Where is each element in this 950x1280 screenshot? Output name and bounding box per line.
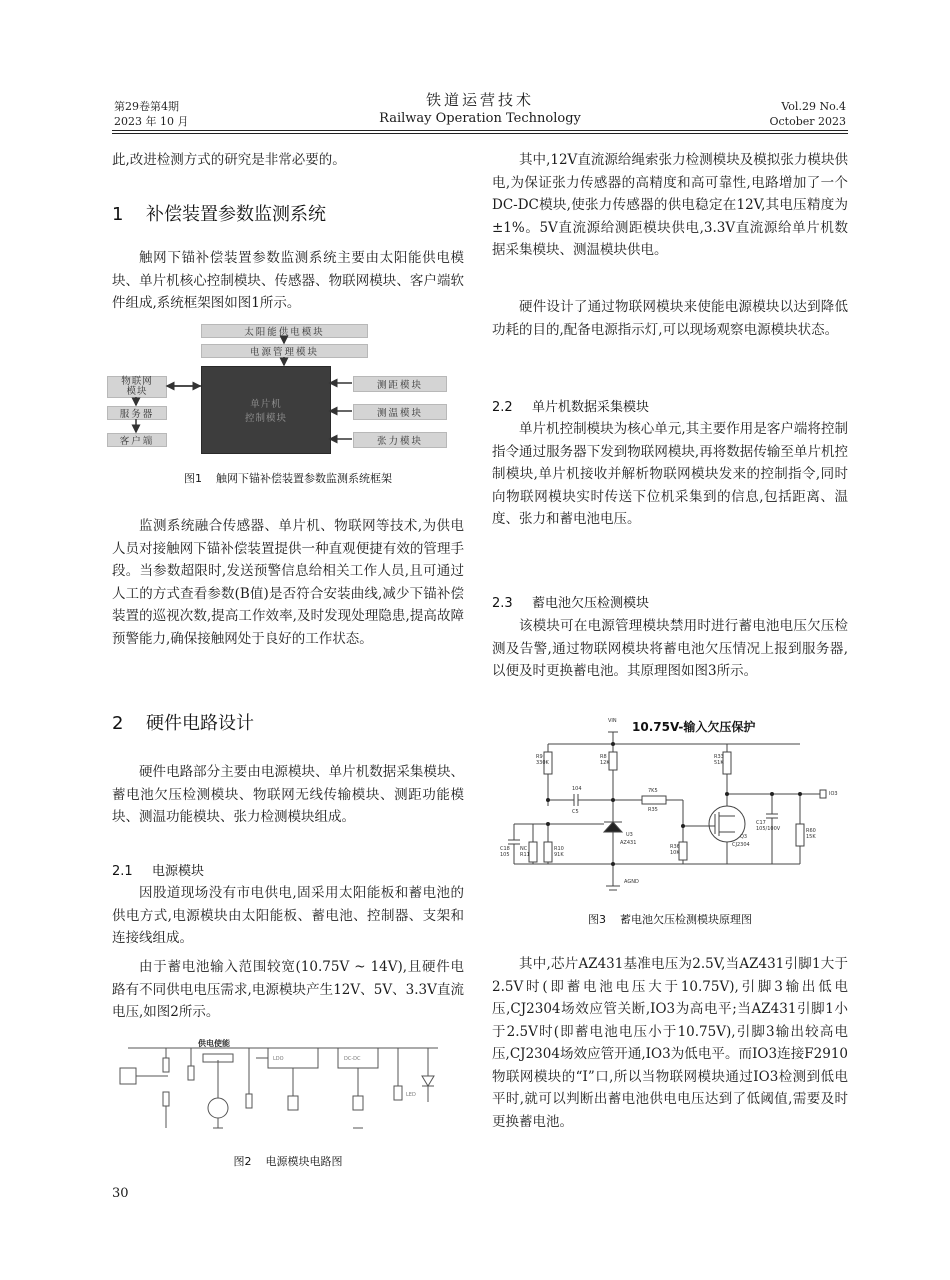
r35-label: R35 <box>648 807 658 813</box>
figure-3-schematic <box>500 714 840 894</box>
q3-label: Q3 <box>740 834 748 840</box>
journal-title-en: Railway Operation Technology <box>379 111 581 126</box>
figure-1-arrows <box>104 324 460 452</box>
client-box: 客户端 <box>107 433 167 447</box>
section-2-1-paragraph-2: 由于蓄电池输入范围较宽(10.75V ~ 14V),且硬件电路有不同供电电压需求,电源模块产生12V、5V、3.3V直流电压,如图2所示。 <box>112 959 464 1020</box>
section-2-3-paragraph: 该模块可在电源管理模块禁用时进行蓄电池电压欠压检测及告警,通过物联网模块将蓄电池欠压情况上报到服务器,以便及时更换蓄电池。其原理图如图3所示。 <box>492 618 848 679</box>
fig3-title: 10.75V-输入欠压保护 <box>632 720 756 734</box>
u3-part: AZ431 <box>620 840 637 846</box>
intro-paragraph: 此,改进检测方式的研究是非常必要的。 <box>112 152 346 168</box>
journal-volume: 第29卷第4期 <box>114 100 179 113</box>
section-1-paragraph-2: 监测系统融合传感器、单片机、物联网等技术,为供电人员对接触网下锚补偿装置提供一种直观便捷有效的管理手段。当参数超限时,发送预警信息给相关工作人员,且可通过人工的方式查看参数(B值)是否符合安装曲线,减少下锚补偿装置的巡视次数,提高工作效率,及时发现处理隐患,提高故障预警能力,确保接触网处于良好的工作状态。 <box>112 518 464 647</box>
section-1-paragraph-1: 触网下锚补偿装置参数监测系统主要由太阳能供电模块、单片机核心控制模块、传感器、物联网模块、客户端软件组成,系统框架图如图1所示。 <box>112 250 464 311</box>
power-module-box: 电源管理模块 <box>201 344 368 358</box>
r10-label: R10 91K <box>554 846 564 858</box>
power-circuit-drawing <box>108 1036 448 1142</box>
section-2-3-heading: 2.3 蓄电池欠压检测模块 <box>492 596 650 611</box>
journal-volume-en: Vol.29 No.4 <box>781 100 846 113</box>
temperature-module-box: 测温模块 <box>353 404 447 420</box>
distance-module-box: 测距模块 <box>353 376 447 392</box>
right-paragraph-3: 其中,芯片AZ431基准电压为2.5V,当AZ431引脚1大于2.5V时(即蓄电池电压大于10.75V),引脚3输出低电压,CJ2304场效应管关断,IO3为高电平;当AZ431引脚1小于2.5V时(即蓄电池电压小于10.75V),引脚3输出较高电压,CJ2304场效应管开通,IO3为低电平。而IO3连接F2910物联网模块的“I”口,所以当物联网模块通过IO3检测到低电平时,就可以判断出蓄电池供电电压达到了低阈值,需要及时更换蓄电池。 <box>492 956 848 1130</box>
power-enable-label: 供电使能 <box>198 1039 230 1048</box>
server-box: 服务器 <box>107 406 167 420</box>
c18-label: C18 105 <box>500 846 510 858</box>
tension-module-box: 张力模块 <box>353 432 447 448</box>
r60-label: R60 15K <box>806 828 816 840</box>
q3-part: CJ2304 <box>732 842 750 848</box>
r11-label: NC R11 <box>520 846 530 858</box>
figure-3-caption: 图3 蓄电池欠压检测模块原理图 <box>588 913 752 926</box>
section-2-1-paragraph-1: 因股道现场没有市电供电,固采用太阳能板和蓄电池的供电方式,电源模块由太阳能板、蓄电池、控制器、支架和连接线组成。 <box>112 885 464 946</box>
figure-1-caption: 图1 触网下锚补偿装置参数监测系统框架 <box>184 472 392 485</box>
r33-label: R33 51K <box>714 754 724 766</box>
section-2-2-heading: 2.2 单片机数据采集模块 <box>492 400 650 415</box>
header-rule <box>112 130 848 131</box>
undervoltage-circuit-drawing <box>500 714 840 894</box>
right-paragraph-1: 其中,12V直流源给绳索张力检测模块及模拟张力模块供电,为保证张力传感器的高精度和高可靠性,电路增加了一个DC-DC模块,使张力传感器的供电稳定在12V,其电压精度为±1%。5V直流源给测距模块供电,3.3V直流源给单片机数据采集模块、测温模块供电。 <box>492 152 848 258</box>
svg-text:LED: LED <box>406 1092 416 1098</box>
section-2-2-paragraph: 单片机控制模块为核心单元,其主要作用是客户端将控制指令通过服务器下发到物联网模块,再将数据传输至单片机控制模块,单片机接收并解析物联网模块发来的控制指令,同时向物联网模块实时传送下位机采集到的信息,包括距离、温度、张力和蓄电池电压。 <box>492 421 848 527</box>
figure-1-diagram <box>104 324 460 452</box>
r36-label: R36 10K <box>670 844 680 856</box>
journal-title-cn: 铁道运营技术 <box>425 91 534 109</box>
section-2-paragraph-1: 硬件电路部分主要由电源模块、单片机数据采集模块、蓄电池欠压检测模块、物联网无线传输模块、测距功能模块、测温功能模块、张力检测模块组成。 <box>112 764 464 825</box>
section-2-heading: 2 硬件电路设计 <box>112 713 254 734</box>
u3-label: U3 <box>626 832 633 838</box>
header-rule-2 <box>112 133 848 134</box>
journal-date-en: October 2023 <box>769 115 846 128</box>
figure-2-caption: 图2 电源模块电路图 <box>233 1155 343 1168</box>
svg-text:LDO: LDO <box>273 1056 284 1062</box>
c5-value: 104 <box>572 786 582 792</box>
journal-date: 2023 年 10 月 <box>114 115 189 128</box>
io3-label: IO3 <box>829 791 838 797</box>
svg-text:DC-DC: DC-DC <box>344 1056 361 1062</box>
page-number: 30 <box>112 1186 129 1201</box>
c17-label: C17 105/100V <box>756 820 781 832</box>
agnd-label: AGND <box>624 879 639 885</box>
c5-label: C5 <box>572 809 579 815</box>
figure-2-schematic <box>108 1036 448 1142</box>
section-2-1-heading: 2.1 电源模块 <box>112 864 205 879</box>
vin-label: VIN <box>608 718 617 724</box>
r9-label: R9 330K <box>536 754 549 766</box>
iot-module-box: 物联网 模块 <box>107 376 167 398</box>
r8-label: R8 12K <box>600 754 610 766</box>
section-1-heading: 1 补偿装置参数监测系统 <box>112 204 326 225</box>
solar-module-box: 太阳能供电模块 <box>201 324 368 338</box>
mcu-module-box: 单片机 控制模块 <box>201 366 331 454</box>
right-paragraph-2: 硬件设计了通过物联网模块来使能电源模块以达到降低功耗的目的,配备电源指示灯,可以现场观察电源模块状态。 <box>492 299 848 338</box>
r35-value: 7K5 <box>648 788 658 794</box>
